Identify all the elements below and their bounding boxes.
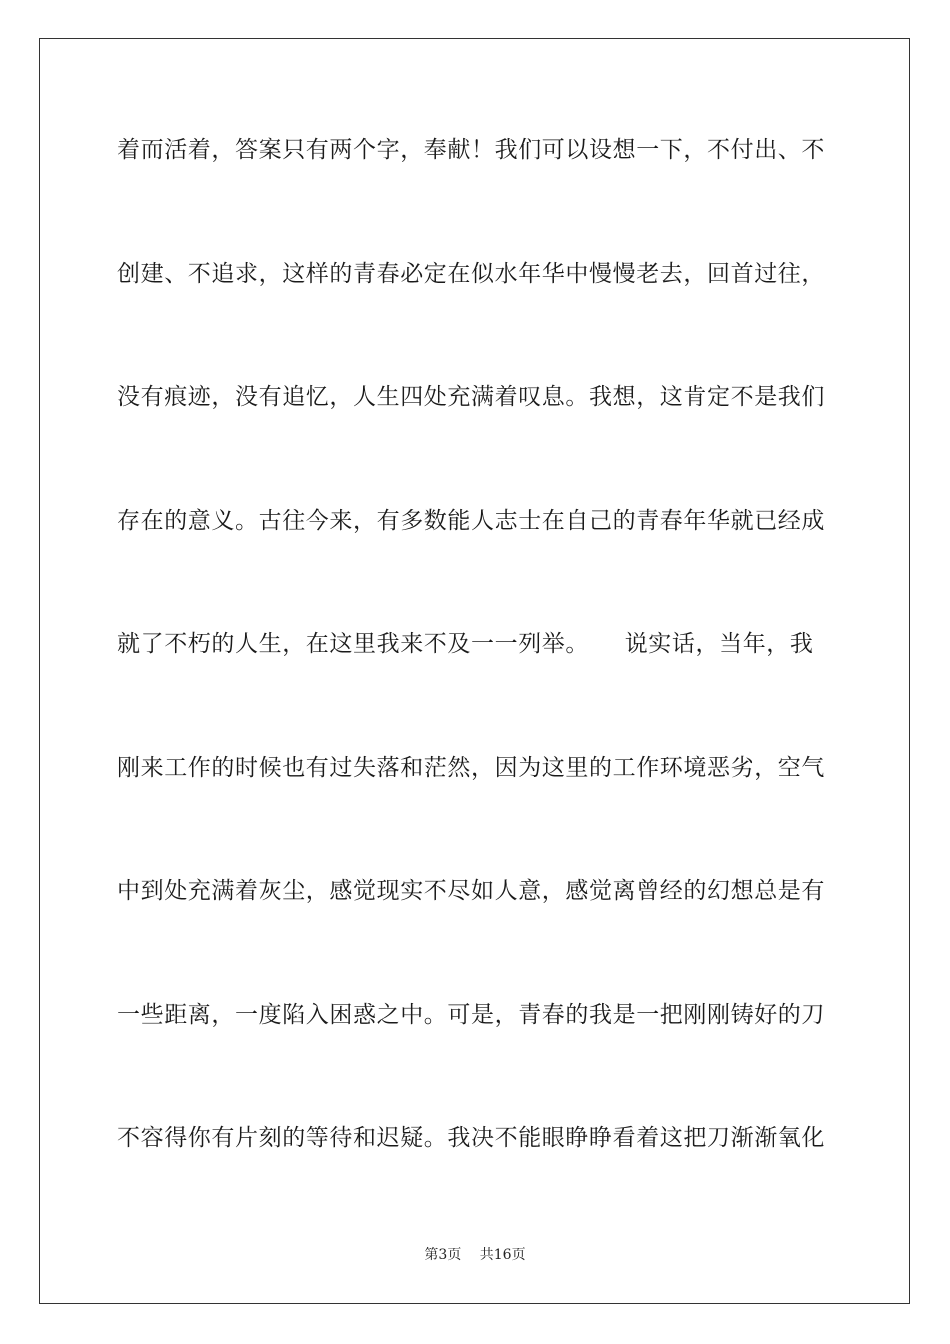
text-line: 存在的意义。古往今来，有多数能人志士在自己的青春年华就已经成 bbox=[117, 507, 825, 534]
text-line: 创建、不追求，这样的青春必定在似水年华中慢慢老去，回首过往， bbox=[117, 260, 825, 287]
body-text bbox=[117, 125, 837, 1237]
text-line: 就了不朽的人生，在这里我来不及一一列举。 说实话，当年，我 bbox=[117, 631, 814, 657]
page-number-footer: 第3页 共16页 bbox=[424, 1247, 526, 1263]
text-line: 着而活着，答案只有两个字，奉献！我们可以设想一下，不付出、不 bbox=[117, 137, 825, 163]
text-line: 一些距离，一度陷入困惑之中。可是，青春的我是一把刚刚铸好的刀 bbox=[117, 1001, 825, 1028]
text-line: 没有痕迹，没有追忆，人生四处充满着叹息。我想，这肯定不是我们 bbox=[117, 384, 825, 410]
text-line: 中到处充满着灰尘，感觉现实不尽如人意，感觉离曾经的幻想总是有 bbox=[117, 878, 825, 904]
text-line: 不容得你有片刻的等待和迟疑。我决不能眼睁睁看着这把刀渐渐氧化 bbox=[117, 1125, 825, 1151]
text-line: 刚来工作的时候也有过失落和茫然，因为这里的工作环境恶劣，空气 bbox=[117, 754, 825, 781]
